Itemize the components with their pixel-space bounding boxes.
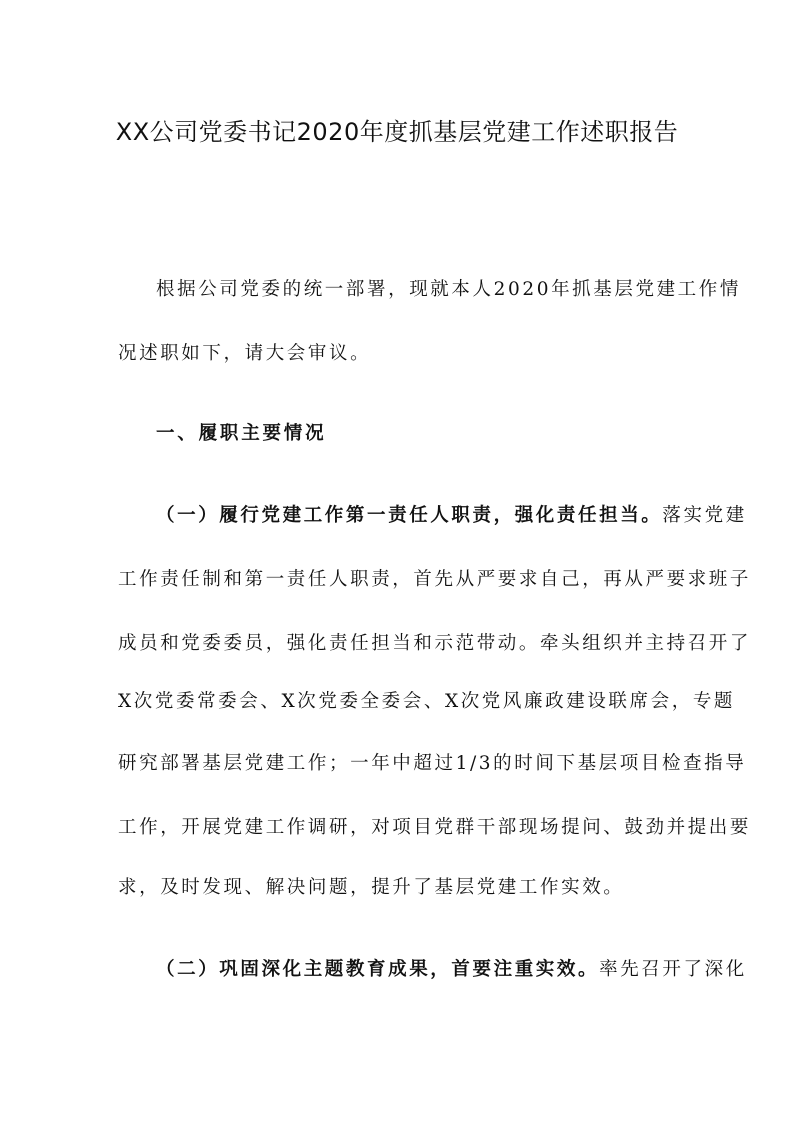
- document-title: XX公司党委书记2020年度抓基层党建工作述职报告: [115, 118, 679, 146]
- intro-line-1: 根据公司党委的统一部署，现就本人2020年抓基层党建工作情: [156, 279, 741, 300]
- item1-line: X次党委常委会、X次党委全委会、X次党风廉政建设联席会，专题: [118, 691, 736, 712]
- item1-line: 工作责任制和第一责任人职责，首先从严要求自己，再从严要求班子: [118, 569, 752, 590]
- item2-bold-heading: （二）巩固深化主题教育成果，首要注重实效。: [156, 959, 600, 980]
- item1-first-line: [156, 504, 747, 528]
- item1-lead-text: 落实党建: [662, 505, 747, 526]
- item1-bold-heading: （一）履行党建工作第一责任人职责，强化责任担当。: [156, 505, 663, 526]
- section-heading: 一、履职主要情况: [156, 423, 327, 444]
- item2-lead-text: 率先召开了深化: [599, 959, 747, 980]
- item1-line: 成员和党委委员，强化责任担当和示范带动。牵头组织并主持召开了: [118, 633, 752, 654]
- item1-line: 工作，开展党建工作调研，对项目党群干部现场提问、鼓劲并提出要: [118, 817, 752, 838]
- intro-line-2: 况述职如下，请大会审议。: [118, 343, 372, 364]
- item1-line: 研究部署基层党建工作；一年中超过1/3的时间下基层项目检查指导: [118, 753, 747, 774]
- item2-first-line: [156, 958, 747, 982]
- item1-line: 求，及时发现、解决问题，提升了基层党建工作实效。: [118, 877, 625, 898]
